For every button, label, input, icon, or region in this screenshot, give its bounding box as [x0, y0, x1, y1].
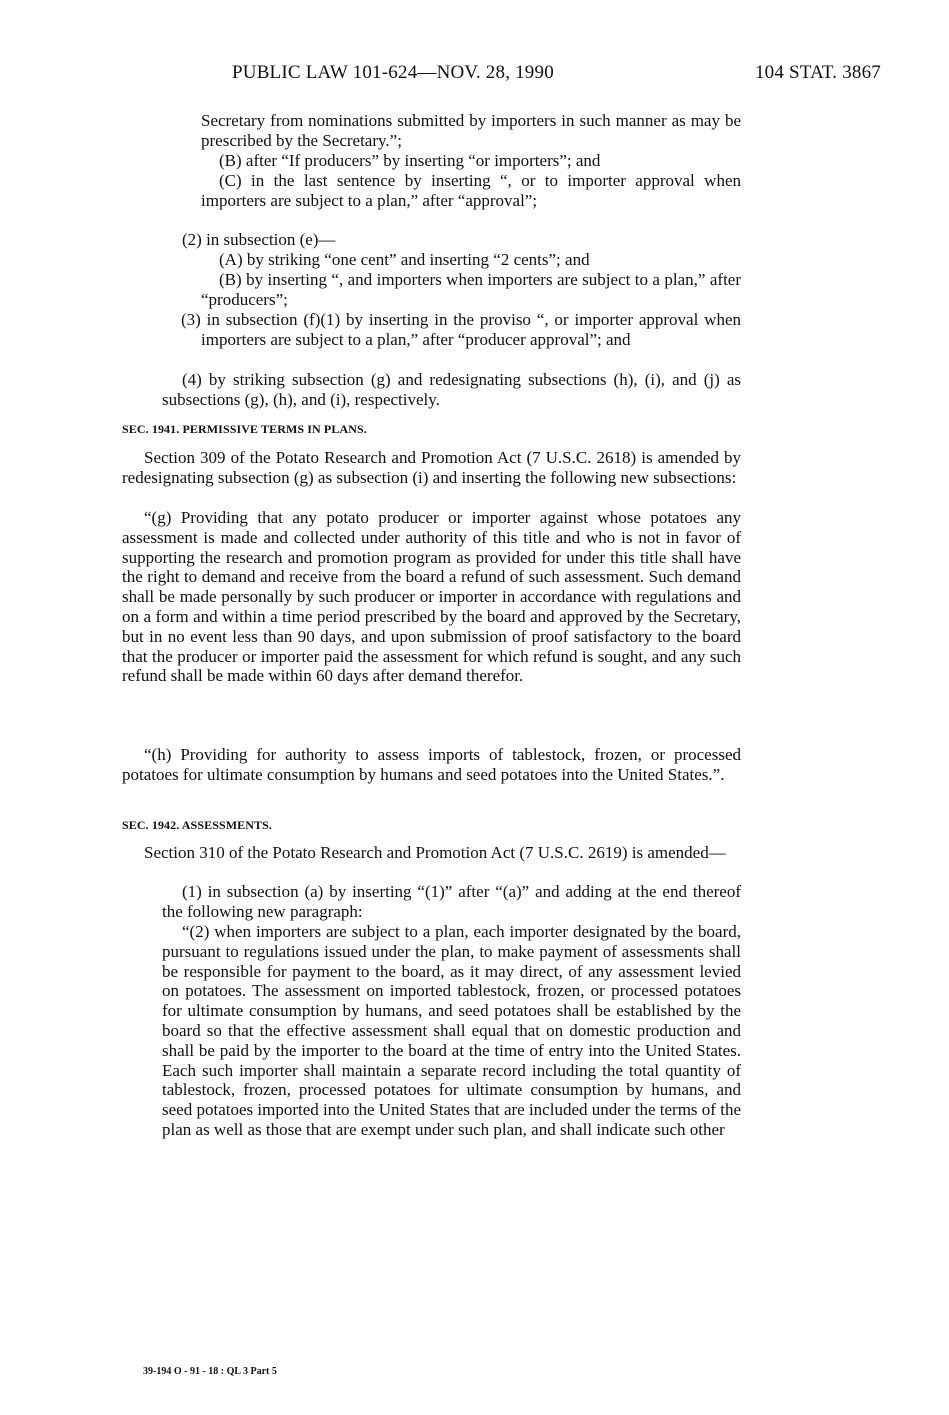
running-header [232, 62, 881, 84]
section-heading-1942: SEC. 1942. ASSESSMENTS. [122, 818, 273, 832]
paragraph-section-310: Section 310 of the Potato Research and Promotion Act (7 U.S.C. 2619) is amended— [144, 843, 726, 862]
paragraph-subsection-g: “(g) Providing that any potato producer or importer against whose potatoes any assessment is made and collected under authority of this title and who is not in favor of supporting the research and promotion program as provided for under this title shall have the right to demand and receive from the board a refund of such assessment. Such demand shall be made personally by such producer or importer in accordance with regulations and on a form and within a time period prescribed by the board and approved by the Secretary, but in no event less than 90 days, and upon submission of proof satisfactory to the board that the producer or importer paid the assessment for which refund is sought, and any such refund shall be made within 60 days after demand therefor. [122, 508, 741, 686]
section-heading-1941: SEC. 1941. PERMISSIVE TERMS IN PLANS. [122, 422, 367, 436]
paragraph-subsection-h: “(h) Providing for authority to assess imports of tablestock, frozen, or processed potatoes for ultimate consumption by humans and seed potatoes into the United States.”. [122, 745, 741, 784]
paragraph-clause-b2: (B) by inserting “, and importers when importers are subject to a plan,” after “producers”; [201, 270, 741, 309]
paragraph-continuation: Secretary from nominations submitted by importers in such manner as may be prescribed by the Secretary.”; [201, 111, 741, 150]
paragraph-clause-b: (B) after “If producers” by inserting “or importers”; and [219, 151, 601, 170]
paragraph-item-4: (4) by striking subsection (g) and redesignating subsections (h), (i), and (j) as subsections (g), (h), and (i), respectively. [162, 370, 741, 409]
paragraph-item-1: (1) in subsection (a) by inserting “(1)” after “(a)” and adding at the end thereof the following new paragraph: [162, 882, 741, 921]
paragraph-clause-c: (C) in the last sentence by inserting “, or to importer approval when importers are subject to a plan,” after “approval”; [201, 171, 741, 210]
paragraph-new-paragraph-2: “(2) when importers are subject to a plan, each importer designated by the board, pursuant to regulations issued under the plan, to make payment of assessments shall be responsible for payment to the board, as it may direct, of any assessment levied on potatoes. The assessment on imported tablestock, frozen, or processed potatoes for ultimate consumption by humans, and seed potatoes shall be established by the board so that the effective assessment shall equal that on domestic production and shall be paid by the importer to the board at the time of entry into the United States. Each such importer shall maintain a separate record including the total quantity of tablestock, frozen, processed potatoes for ultimate consumption by humans, and seed potatoes imported into the United States that are included under the terms of the plan as well as those that are exempt under such plan, and shall indicate such other [162, 922, 741, 1139]
paragraph-section-309: Section 309 of the Potato Research and Promotion Act (7 U.S.C. 2618) is amended by redesignating subsection (g) as subsection (i) and inserting the following new subsections: [122, 448, 741, 487]
paragraph-clause-a: (A) by striking “one cent” and inserting “2 cents”; and [219, 250, 590, 269]
footer-print-code: 39-194 O - 91 - 18 : QL 3 Part 5 [143, 1366, 277, 1377]
paragraph-item-2: (2) in subsection (e)— [182, 230, 336, 249]
header-stat-page: 104 STAT. 3867 [754, 62, 881, 83]
paragraph-item-3: (3) in subsection (f)(1) by inserting in the proviso “, or importer approval when importers are subject to a plan,” after “producer approval”; and [181, 310, 741, 349]
header-title: PUBLIC LAW 101-624—NOV. 28, 1990 [232, 62, 554, 83]
